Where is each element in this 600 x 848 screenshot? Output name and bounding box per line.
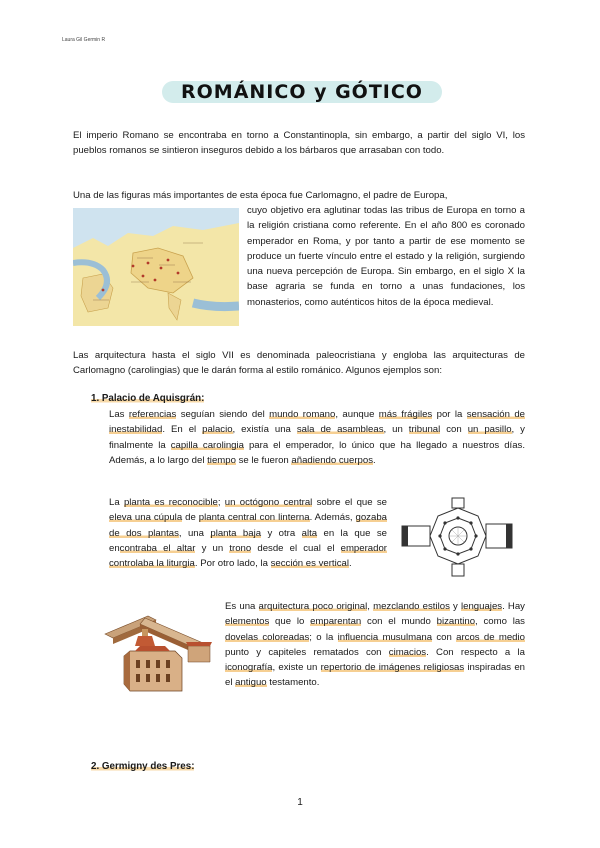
europe-map-image [73,208,239,326]
heading-text: 2. Germigny des Pres: [91,761,195,772]
text-run: Es una [225,601,259,612]
highlighted-phrase: contraba el altar [119,542,196,554]
text-run: y [449,601,461,612]
highlighted-phrase: sección es vertical [270,558,349,570]
highlighted-phrase: lenguajes [461,601,503,612]
text-run: se le fueron [235,454,292,466]
text-run: . En el [162,424,203,436]
text-run: y otra [261,527,302,539]
section-heading-germigny [91,761,194,772]
text-run: punto y capiteles rematados con [225,646,389,658]
heading-text: 1. Palacio de Aquisgrán: [91,393,205,404]
highlighted-phrase: capilla carolingia [170,439,244,451]
highlighted-phrase: tiempo [207,454,236,466]
text-run: sobre el que se [312,497,387,508]
carlomagno-lead: Una de las figuras más importantes de esta época fue Carlomagno, el padre de Europa, [73,190,448,201]
text-run: . Además, [309,512,356,524]
text-run: La [109,497,124,508]
floor-plan-image [396,494,521,582]
text-run: para el emperador, lo único que ha llegado a nuestros días. Además, a lo largo del [109,439,525,466]
text-run: Las [109,409,129,420]
text-run: . [349,558,352,570]
text-run: , un [383,424,409,436]
highlighted-phrase: mundo romano [269,409,336,420]
highlighted-phrase: alta [301,527,318,539]
text-run: . Por otro lado, la [194,558,271,570]
aquisgran-paragraph-2 [109,495,387,571]
text-run: . [373,454,376,466]
carlomagno-paragraph: cuyo objetivo era aglutinar todas las tribus de Europa en torno a la religión cristiana como referente. En el año 800 es coronado emperador en Roma, y por tanto a partir de ese momento se produce un fuerte vínculo entre el estado y la religión, surgiendo una nueva percepción de Europa. Sin embargo, en el siglo X la base agraria se funda en torno a unas fundaciones, los monasterios, como auténticos hitos de la época medieval. [247,205,525,308]
highlighted-phrase: dovelas coloreadas [225,631,310,643]
aquisgran-paragraph-1 [109,407,525,468]
highlighted-phrase: antiguo [235,677,267,689]
text-run: por la [432,409,467,420]
highlighted-phrase: influencia musulmana [337,631,433,643]
text-run: seguían siendo del [176,409,270,420]
highlighted-phrase: un pasillo [467,424,512,436]
highlighted-phrase: repertorio de imágenes religiosas [320,662,465,674]
text-run: . Con respecto a la [426,646,525,658]
palace-model-image [100,596,215,700]
intro-paragraph: El imperio Romano se encontraba en torno a Constantinopla, sin embargo, a partir del siglo VI, los pueblos romanos se sintieron inseguros debido a los bárbaros que arrasaban con todo. [73,130,525,157]
text-run: , existe un [272,662,321,674]
highlighted-phrase: arcos de medio [456,631,525,643]
highlighted-phrase: añadiendo cuerpos [291,454,374,466]
text-run: testamento. [266,677,320,689]
text-run: , una [178,527,211,539]
highlighted-phrase: referencias [128,409,177,420]
highlighted-phrase: iconografía [225,662,273,674]
text-run: y un [195,542,230,554]
highlighted-phrase: sensación de inestabilidad [109,409,525,436]
author-name: Laura Gil Germin R [62,37,106,43]
text-run: de [182,512,199,524]
highlighted-phrase: planta es reconocible [123,497,218,508]
highlighted-phrase: bizantino [436,616,476,628]
text-run: desde el cual el [251,542,341,554]
text-run: ; o la [309,631,338,643]
text-run: ; [217,497,225,508]
highlighted-phrase: planta central con linterna [198,512,310,524]
highlighted-phrase: emparentan [310,616,362,628]
highlighted-phrase: tribunal [408,424,441,436]
highlighted-phrase: un octógono central [224,497,313,508]
text-run: , aunque [335,409,379,420]
highlighted-phrase: sala de asambleas [296,424,384,436]
highlighted-phrase: cimacios [388,646,427,658]
text-run: en la que se en [109,527,387,554]
highlighted-phrase: elementos [225,616,270,628]
text-run: con [440,424,468,436]
highlighted-phrase: trono [229,542,252,554]
text-run: , [367,601,374,612]
text-run: con el mundo [361,616,437,628]
text-run: , y finalmente la [109,424,525,451]
text-run: que lo [269,616,311,628]
title-block [162,80,442,102]
text-run: , existía una [232,424,297,436]
text-run: . Hay [502,601,525,612]
highlighted-phrase: planta baja [210,527,262,539]
text-run: con [432,631,457,643]
aquisgran-paragraph-3 [225,599,525,691]
highlighted-phrase: gozaba de dos plantas [109,512,387,539]
highlighted-phrase: arquitectura poco original [258,601,368,612]
page-title: ROMÁNICO y GÓTICO [181,81,423,103]
highlighted-phrase: eleva una cúpula [109,512,183,524]
highlighted-phrase: más frágiles [378,409,433,420]
text-run: inspiradas en el [225,662,526,689]
text-run: , como las [475,616,525,628]
section-heading-aquisgran [91,393,204,404]
highlighted-phrase: emperador controlaba la liturgia [109,542,388,570]
page-number: 1 [297,797,303,808]
arquitectura-paragraph: Las arquitectura hasta el siglo VII es denominada paleocristiana y engloba las arquitecturas de Carlomagno (carolingias) que le darán forma al estilo románico. Algunos ejemplos son: [73,350,525,377]
highlighted-phrase: palacio [202,424,233,436]
highlighted-phrase: mezclando estilos [373,601,450,612]
